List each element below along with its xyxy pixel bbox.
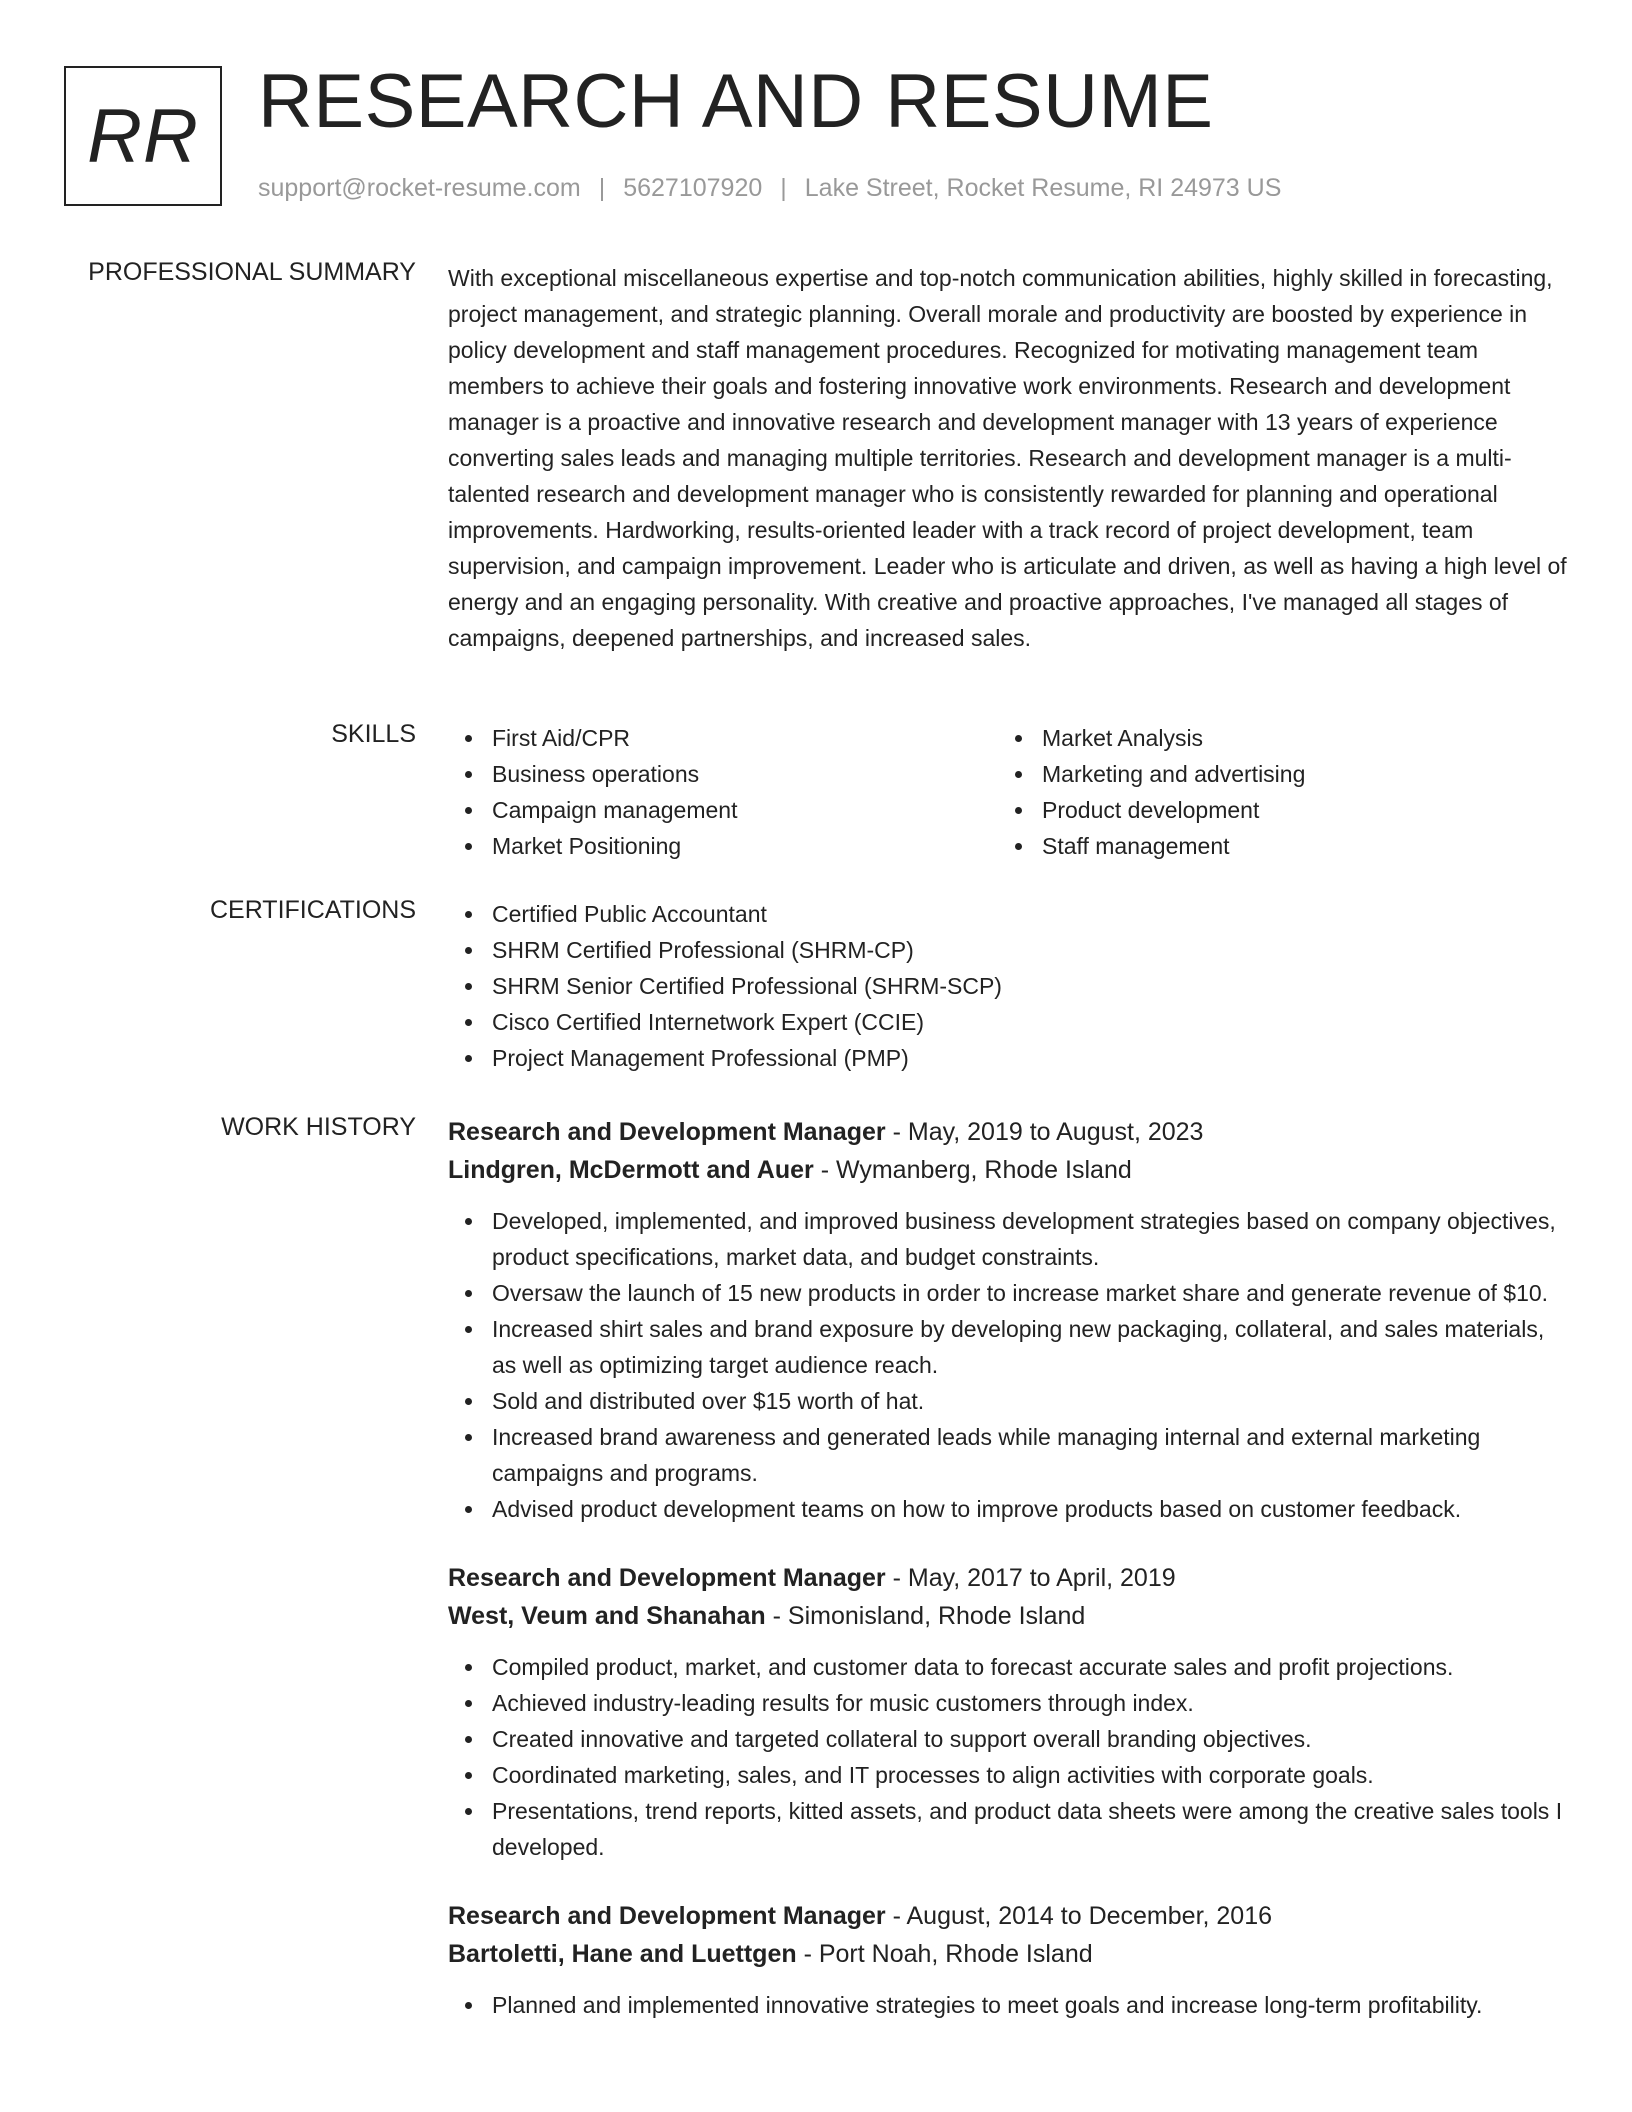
contact-email: support@rocket-resume.com <box>258 174 581 202</box>
job-title: Research and Development Manager <box>448 1118 886 1146</box>
job-bullet: Oversaw the launch of 15 new products in order to increase market share and generate revenue of $10. <box>448 1275 1568 1311</box>
job-entry <box>448 1559 1568 1865</box>
work-history-heading: WORK HISTORY <box>221 1113 416 1141</box>
job-bullet: Compiled product, market, and customer data to forecast accurate sales and profit projections. <box>448 1649 1568 1685</box>
certification-item: Cisco Certified Internetwork Expert (CCIE) <box>448 1004 1568 1040</box>
job-title-line <box>448 1897 1568 1935</box>
job-company: Lindgren, McDermott and Auer <box>448 1156 814 1184</box>
job-bullet: Planned and implemented innovative strategies to meet goals and increase long-term profitability. <box>448 1987 1568 2023</box>
certification-item: Project Management Professional (PMP) <box>448 1040 1568 1076</box>
job-company-line <box>448 1151 1568 1189</box>
contact-separator: | <box>598 174 606 202</box>
summary-text: With exceptional miscellaneous expertise and top-notch communication abilities, highly skilled in forecasting, project management, and strategic planning. Overall morale and productivity are boosted by experience in policy development and staff management procedures. Recognized for motivating management team members to achieve their goals and fostering innovative work environments. Research and development manager is a proactive and innovative research and development manager with 13 years of experience converting sales leads and managing multiple territories. Research and development manager is a multi-talented research and development manager who is consistently rewarded for planning and operational improvements. Hardworking, results-oriented leader with a track record of project development, team supervision, and campaign improvement. Leader who is articulate and driven, as well as having a high level of energy and an engaging personality. With creative and proactive approaches, I've managed all stages of campaigns, deepened partnerships, and increased sales. <box>448 265 1567 651</box>
skill-item: Product development <box>998 792 1548 828</box>
job-bullet: Sold and distributed over $15 worth of hat. <box>448 1383 1568 1419</box>
job-title-line <box>448 1113 1568 1151</box>
job-bullet: Presentations, trend reports, kitted assets, and product data sheets were among the creative sales tools I developed. <box>448 1793 1568 1865</box>
job-company: Bartoletti, Hane and Luettgen <box>448 1940 797 1968</box>
skill-item: Business operations <box>448 756 998 792</box>
skill-item: First Aid/CPR <box>448 720 998 756</box>
job-company-line <box>448 1597 1568 1635</box>
skills-list-right <box>998 720 1548 864</box>
certifications-heading: CERTIFICATIONS <box>209 896 416 924</box>
job-title: Research and Development Manager <box>448 1564 886 1592</box>
monogram-text: RR <box>87 93 199 179</box>
skills-list-left <box>448 720 998 864</box>
monogram-logo <box>64 66 222 206</box>
job-dates: - May, 2017 to April, 2019 <box>885 1564 1176 1592</box>
skill-item: Market Positioning <box>448 828 998 864</box>
contact-phone: 5627107920 <box>623 174 763 202</box>
job-location: - Port Noah, Rhode Island <box>796 1940 1093 1968</box>
job-bullet: Developed, implemented, and improved business development strategies based on company objectives, product specifications, market data, and budget constraints. <box>448 1203 1568 1275</box>
job-location: - Simonisland, Rhode Island <box>765 1602 1086 1630</box>
summary-heading: PROFESSIONAL SUMMARY <box>88 258 416 286</box>
job-bullet: Coordinated marketing, sales, and IT processes to align activities with corporate goals. <box>448 1757 1568 1793</box>
job-bullet: Increased shirt sales and brand exposure by developing new packaging, collateral, and sales materials, as well as optimizing target audience reach. <box>448 1311 1568 1383</box>
skills-heading: SKILLS <box>331 720 416 748</box>
certifications-list <box>448 896 1568 1076</box>
job-entry <box>448 1897 1568 2023</box>
certification-item: SHRM Senior Certified Professional (SHRM-SCP) <box>448 968 1568 1004</box>
job-bullet: Achieved industry-leading results for music customers through index. <box>448 1685 1568 1721</box>
job-dates: - August, 2014 to December, 2016 <box>885 1902 1273 1930</box>
certification-item: Certified Public Accountant <box>448 896 1568 932</box>
job-entry <box>448 1113 1568 1527</box>
contact-line <box>258 174 1281 203</box>
job-company: West, Veum and Shanahan <box>448 1602 766 1630</box>
job-bullets <box>448 1987 1568 2023</box>
job-bullet: Created innovative and targeted collateral to support overall branding objectives. <box>448 1721 1568 1757</box>
skill-item: Staff management <box>998 828 1548 864</box>
job-title-line <box>448 1559 1568 1597</box>
contact-separator: | <box>780 174 787 202</box>
job-location: - Wymanberg, Rhode Island <box>813 1156 1132 1184</box>
skill-item: Marketing and advertising <box>998 756 1548 792</box>
skill-item: Campaign management <box>448 792 998 828</box>
skill-item: Market Analysis <box>998 720 1548 756</box>
job-bullet: Increased brand awareness and generated leads while managing internal and external marketing campaigns and programs. <box>448 1419 1568 1491</box>
job-bullet: Advised product development teams on how to improve products based on customer feedback. <box>448 1491 1568 1527</box>
certifications-body <box>448 896 1568 1076</box>
job-bullets <box>448 1649 1568 1865</box>
contact-address: Lake Street, Rocket Resume, RI 24973 US <box>804 174 1282 202</box>
work-history-body <box>448 1113 1568 2055</box>
job-dates: - May, 2019 to August, 2023 <box>885 1118 1204 1146</box>
job-bullets <box>448 1203 1568 1527</box>
certification-item: SHRM Certified Professional (SHRM-CP) <box>448 932 1568 968</box>
job-company-line <box>448 1935 1568 1973</box>
job-title: Research and Development Manager <box>448 1902 886 1930</box>
resume-name: RESEARCH AND RESUME <box>258 59 1214 144</box>
skills-grid <box>448 720 1568 864</box>
